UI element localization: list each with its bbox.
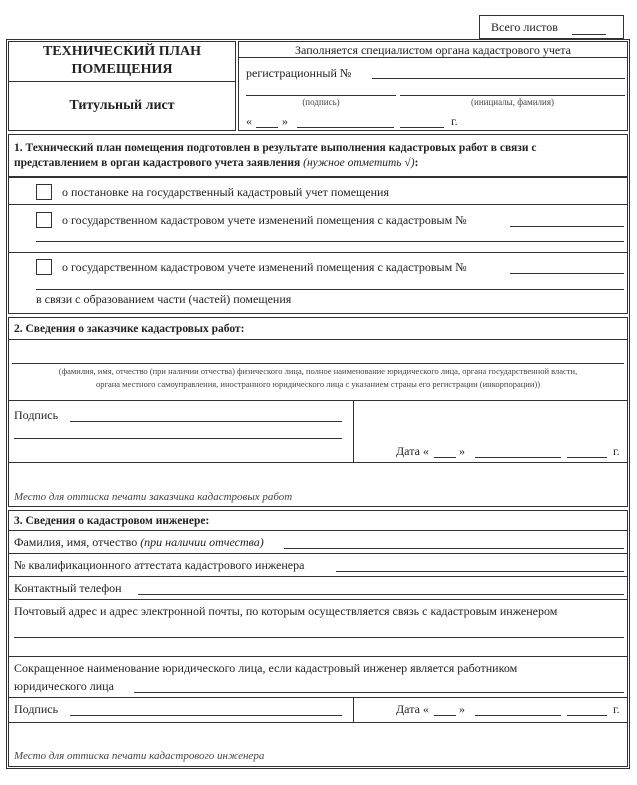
signature-caption: (подпись)	[302, 97, 340, 107]
reg-date-open-quote: «	[246, 114, 252, 128]
customer-caption-line2: органа местного самоуправления, иностранного юридического лица с указанием страны его регистрации (инкорпорации))	[95, 379, 541, 389]
engineer-cert-divider	[8, 576, 628, 577]
engineer-stamp-divider	[8, 722, 628, 723]
engineer-signature-field[interactable]	[70, 715, 342, 716]
reg-date-day-field[interactable]	[256, 127, 278, 128]
engineer-signature-date-divider	[353, 697, 354, 722]
engineer-date-year-suffix: г.	[613, 702, 620, 716]
engineer-address-field[interactable]	[14, 637, 624, 638]
customer-date-month-field[interactable]	[475, 457, 561, 458]
section1-heading-line1: 1. Технический план помещения подготовлен в результате выполнения кадастровых работ в связи с	[14, 142, 537, 154]
section1-heading-line2-wrap	[14, 156, 418, 170]
customer-name-field[interactable]	[12, 363, 624, 364]
engineer-org-label-line2: юридического лица	[14, 679, 114, 693]
total-sheets-box	[479, 15, 624, 39]
customer-signature-field-2[interactable]	[14, 438, 342, 439]
engineer-stamp-note: Место для оттиска печати кадастрового инженера	[14, 750, 265, 762]
option2-continuation-field[interactable]	[36, 241, 624, 242]
option1-checkbox[interactable]	[36, 184, 52, 200]
engineer-address-divider	[8, 656, 628, 657]
option3-cadastral-number-field[interactable]	[510, 273, 624, 274]
section1-heading-colon: :	[414, 157, 419, 169]
initials-caption: (инициалы, фамилия)	[471, 97, 554, 107]
option-divider-2	[8, 252, 628, 253]
section1-heading-line2: представлением в орган кадастрового учета заявления	[14, 157, 301, 169]
engineer-phone-divider	[8, 599, 628, 600]
option1-label: о постановке на государственный кадастровый учет помещения	[62, 185, 389, 199]
total-sheets-field[interactable]	[572, 34, 606, 35]
reg-date-close-quote: »	[282, 114, 288, 128]
customer-signature-field[interactable]	[70, 421, 342, 422]
registration-header: Заполняется специалистом органа кадастрового учета	[295, 43, 571, 57]
page-subtitle: Титульный лист	[69, 98, 175, 113]
engineer-name-field[interactable]	[284, 548, 624, 549]
engineer-name-label: Фамилия, имя, отчество	[14, 535, 138, 549]
customer-stamp-divider	[8, 462, 628, 463]
section2-heading-divider	[8, 339, 628, 340]
reg-number-field[interactable]	[372, 78, 625, 79]
customer-date-day-field[interactable]	[434, 457, 456, 458]
option3-checkbox[interactable]	[36, 259, 52, 275]
section2-heading: 2. Сведения о заказчике кадастровых работ:	[14, 323, 245, 335]
option2-checkbox[interactable]	[36, 212, 52, 228]
section3-heading-divider	[8, 530, 628, 531]
page-title-line2: ПОМЕЩЕНИЯ	[71, 62, 173, 77]
engineer-name-divider	[8, 553, 628, 554]
option-divider-1	[8, 204, 628, 205]
engineer-cert-label: № квалификационного аттестата кадастрового инженера	[14, 558, 305, 572]
engineer-org-label-line1: Сокращенное наименование юридического лица, если кадастровый инженер является работником	[14, 661, 518, 675]
registration-header-divider	[238, 57, 628, 58]
engineer-phone-field[interactable]	[138, 594, 624, 595]
engineer-org-field[interactable]	[134, 692, 624, 693]
engineer-phone-label: Контактный телефон	[14, 581, 122, 595]
section2-box	[8, 317, 628, 507]
option2-label: о государственном кадастровом учете изменений помещения с кадастровым №	[62, 213, 467, 227]
engineer-date-close-quote: »	[459, 702, 465, 716]
engineer-address-label: Почтовый адрес и адрес электронной почты, по которым осуществляется связь с кадастровым инженером	[14, 604, 558, 618]
title-divider	[8, 81, 236, 82]
section3-heading: 3. Сведения о кадастровом инженере:	[14, 515, 210, 527]
customer-caption-divider	[8, 400, 628, 401]
option2-cadastral-number-field[interactable]	[510, 226, 624, 227]
option3-label: о государственном кадастровом учете изменений помещения с кадастровым №	[62, 260, 467, 274]
engineer-name-label-wrap	[14, 535, 264, 549]
engineer-signature-label: Подпись	[14, 702, 59, 716]
total-sheets-label: Всего листов	[491, 20, 558, 34]
engineer-cert-field[interactable]	[336, 571, 624, 572]
customer-signature-label: Подпись	[14, 408, 59, 422]
customer-date-year-suffix: г.	[613, 444, 620, 458]
customer-date-close-quote: »	[459, 444, 465, 458]
section1-heading-note: (нужное отметить √)	[303, 157, 415, 169]
page-title-line1: ТЕХНИЧЕСКИЙ ПЛАН	[42, 44, 202, 59]
option3-continuation-field[interactable]	[36, 289, 624, 290]
registrar-signature-field[interactable]	[246, 95, 396, 96]
engineer-name-note: (при наличии отчества)	[140, 535, 264, 549]
engineer-date-month-field[interactable]	[475, 715, 561, 716]
registrar-initials-field[interactable]	[400, 95, 625, 96]
customer-stamp-note: Место для оттиска печати заказчика кадастровых работ	[14, 491, 293, 503]
reg-number-label: регистрационный №	[246, 66, 352, 80]
engineer-date-label: Дата «	[396, 702, 429, 716]
reg-date-month-field[interactable]	[297, 127, 394, 128]
reg-date-year-suffix: г.	[451, 114, 458, 128]
customer-caption-line1: (фамилия, имя, отчество (при наличии отчества) физического лица, полное наименование юридического лица, органа государственной власти,	[58, 366, 578, 376]
customer-date-year-field[interactable]	[567, 457, 607, 458]
customer-signature-date-divider	[353, 400, 354, 462]
engineer-date-day-field[interactable]	[434, 715, 456, 716]
engineer-date-year-field[interactable]	[567, 715, 607, 716]
engineer-org-divider	[8, 697, 628, 698]
customer-date-label: Дата «	[396, 444, 429, 458]
reg-date-year-field[interactable]	[400, 127, 444, 128]
option3-note: в связи с образованием части (частей) помещения	[36, 292, 292, 306]
